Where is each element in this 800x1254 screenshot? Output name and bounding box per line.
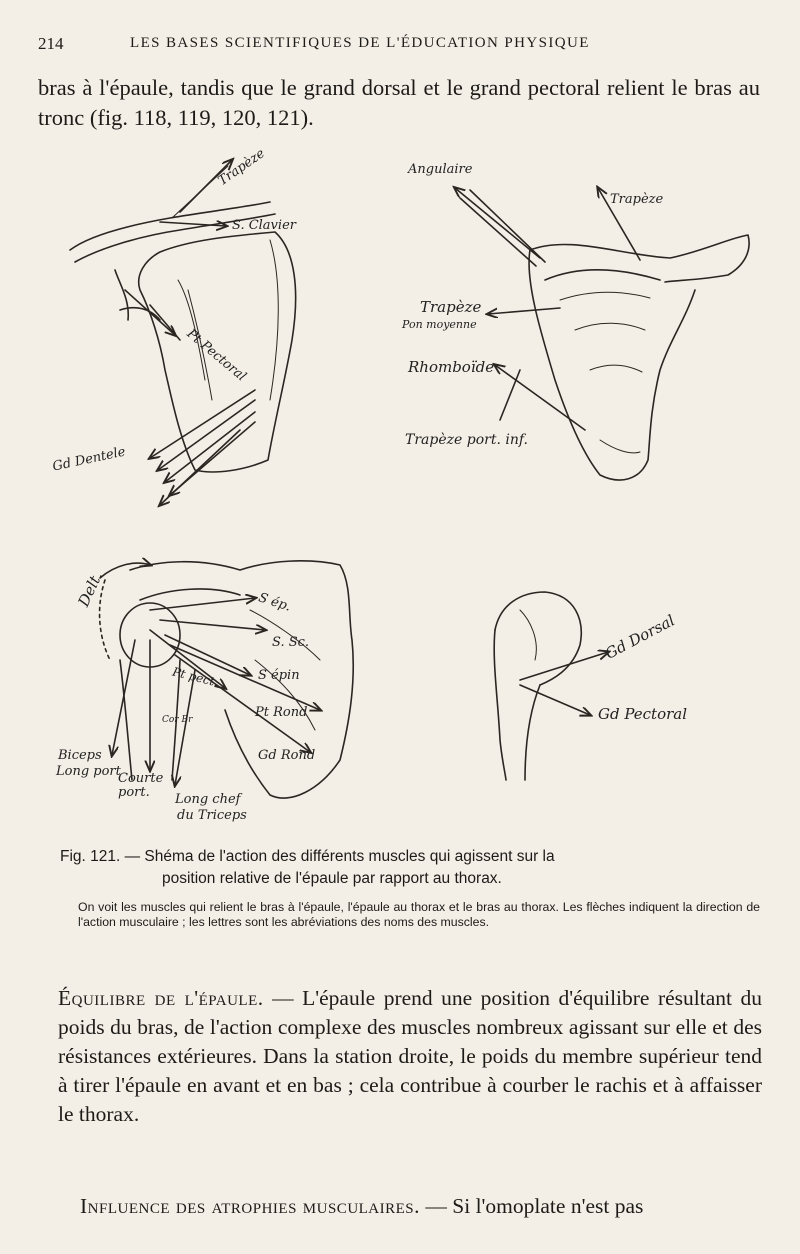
paragraph-equilibre xyxy=(58,984,762,1129)
label-rhomboide: Rhomboïde xyxy=(408,358,495,376)
anatomy-drawings xyxy=(0,140,800,840)
label-long-port: Long port xyxy=(56,764,121,779)
figure-caption xyxy=(60,846,760,890)
label-angulaire: Angulaire xyxy=(408,162,473,177)
paragraph-heading-equilibre: Équilibre de l'épaule. xyxy=(58,986,264,1010)
label-courte-port: Courte port. xyxy=(118,771,164,800)
paragraph-body-atrophies: — Si l'omoplate n'est pas xyxy=(420,1194,644,1218)
label-pt-rond: Pt Rond xyxy=(255,705,308,720)
paragraph-heading-atrophies: Influence des atrophies musculaires. xyxy=(80,1194,421,1218)
label-du-triceps: du Triceps xyxy=(177,808,247,823)
paragraph-atrophies xyxy=(80,1192,762,1221)
figure-note: On voit les muscles qui relient le bras à l'épaule, l'épaule au thorax et le bras au thorax. Les flèches indiquent la direction de l'action musculaire ; les lettres sont les abréviations des noms des muscles. xyxy=(78,900,760,929)
label-gd-pectoral: Gd Pectoral xyxy=(598,705,688,723)
paragraph-body-equilibre: — L'épaule prend une position d'équilibre résultant du poids du bras, de l'action complexe des muscles nombreux agissant sur elle et des résistances extérieures. Dans la station droite, le poids du membre supérieur tend à tirer l'épaule en avant et en bas ; cela contribue à courber le rachis et à affaisser le thorax. xyxy=(58,986,762,1126)
label-s-ep: S ép. xyxy=(256,590,293,615)
label-delt: Delt. xyxy=(74,568,107,610)
label-portion-moyenne: Pon moyenne xyxy=(402,318,477,331)
label-pt-pectoral: Pt Pectoral xyxy=(183,326,249,385)
label-gd-rond: Gd Rond xyxy=(258,748,316,763)
label-gd-dentele: Gd Dentele xyxy=(51,444,127,475)
label-biceps: Biceps xyxy=(58,748,102,763)
intro-paragraph: bras à l'épaule, tandis que le grand dorsal et le grand pectoral relient le bras au tronc (fig. 118, 119, 120, 121). xyxy=(38,75,760,130)
label-cor-br: Cor Br xyxy=(162,715,193,725)
humerus-drawing xyxy=(494,592,608,780)
shoulder-joint-drawing xyxy=(100,561,354,798)
label-trapeze-moyenne: Trapèze xyxy=(420,298,482,316)
label-s-epin: S épin xyxy=(258,668,300,683)
caption-line-1: Fig. 121. — Shéma de l'action des différents muscles qui agissent sur la xyxy=(60,848,555,865)
label-trapeze-tr: Trapèze xyxy=(610,192,664,207)
running-title: LES BASES SCIENTIFIQUES DE L'ÉDUCATION PHYSIQUE xyxy=(130,35,590,51)
page-number: 214 xyxy=(38,34,64,53)
label-long-chef: Long chef xyxy=(175,792,241,807)
label-trapeze-inf: Trapèze port. inf. xyxy=(405,432,528,448)
label-pt-pect: Pt pect. xyxy=(171,664,220,690)
label-s-sc: S. Sc. xyxy=(272,635,310,650)
label-trapeze-tl: Trapèze xyxy=(215,146,268,189)
caption-line-2: position relative de l'épaule par rapport au thorax. xyxy=(162,870,502,887)
figure-121 xyxy=(0,140,800,840)
label-gd-dorsal: Gd Dorsal xyxy=(602,611,678,663)
label-s-clavier: S. Clavier xyxy=(232,218,296,233)
